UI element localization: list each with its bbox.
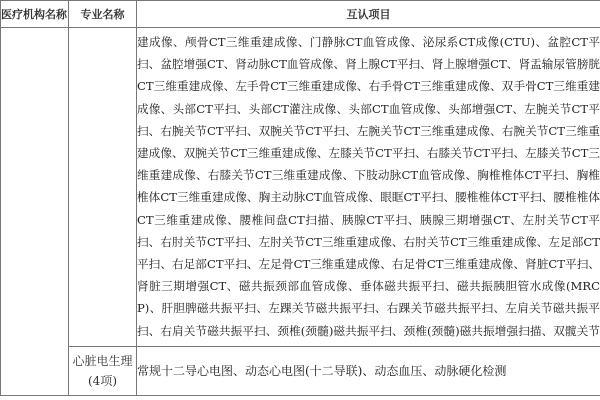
header-specialty: 专业名称 (69, 1, 137, 28)
institution-cell (1, 28, 69, 396)
specialty-cell-imaging (69, 28, 137, 347)
table-row-ecg (1, 347, 600, 396)
specialty-count: (4项) (88, 374, 117, 388)
table-row-imaging (1, 28, 600, 347)
header-items: 互认项目 (137, 1, 600, 28)
specialty-name: 心脏电生理 (72, 354, 133, 368)
items-cell-ecg: 常规十二导心电图、动态心电图(十二导联)、动态血压、动脉硬化检测 (137, 347, 600, 396)
header-institution: 医疗机构名称 (1, 1, 69, 28)
table-header-row (1, 1, 600, 28)
specialty-cell-ecg (69, 347, 137, 396)
items-cell-imaging (137, 28, 600, 347)
imaging-items-text: 建成像、颅骨CT三维重建成像、门静脉CT血管成像、泌尿系CT成像(CTU)、盆腔CT平扫、盆腔增强CT、肾动脉CT血管成像、肾上腺CT平扫、肾上腺增强CT、肾盂输尿管膀胱CT三维重建成像、左手骨CT三维重建成像、右手骨CT三维重建成像、双手骨CT三维重建成像、头部CT平扫、头部CT灌注成像、头部CT血管成像、头部增强CT、左腕关节CT平扫、右腕关节CT平扫、双腕关节CT平扫、左腕关节CT三维重建成像、右腕关节CT三维重建成像、双腕关节CT三维重建成像、左膝关节CT平扫、右膝关节CT平扫、左膝关节CT三维重建成像、右膝关节CT三维重建成像、下肢动脉CT血管成像、胸椎椎体CT平扫、胸椎椎体CT三维重建成像、胸主动脉CT血管成像、眼眶CT平扫、腰椎椎体CT平扫、腰椎椎体CT三维重建成像、腰椎间盘CT扫描、胰腺CT平扫、胰腺三期增强CT、左肘关节CT平扫、右肘关节CT平扫、左肘关节CT三维重建成像、右肘关节CT三维重建成像、左足部CT平扫、右足部CT平扫、左足骨CT三维重建成像、右足骨CT三维重建成像、肾脏CT平扫、肾脏三期增强CT、磁共振颈部血管成像、垂体磁共振平扫、磁共振胰胆管水成像(MRCP)、肝胆脾磁共振平扫、左踝关节磁共振平扫、右踝关节磁共振平扫、左肩关节磁共振平扫、右肩关节磁共振平扫、颈椎(颈髓)磁共振平扫、颈椎(颈髓)磁共振增强扫描、双髋关节 (137, 35, 600, 338)
